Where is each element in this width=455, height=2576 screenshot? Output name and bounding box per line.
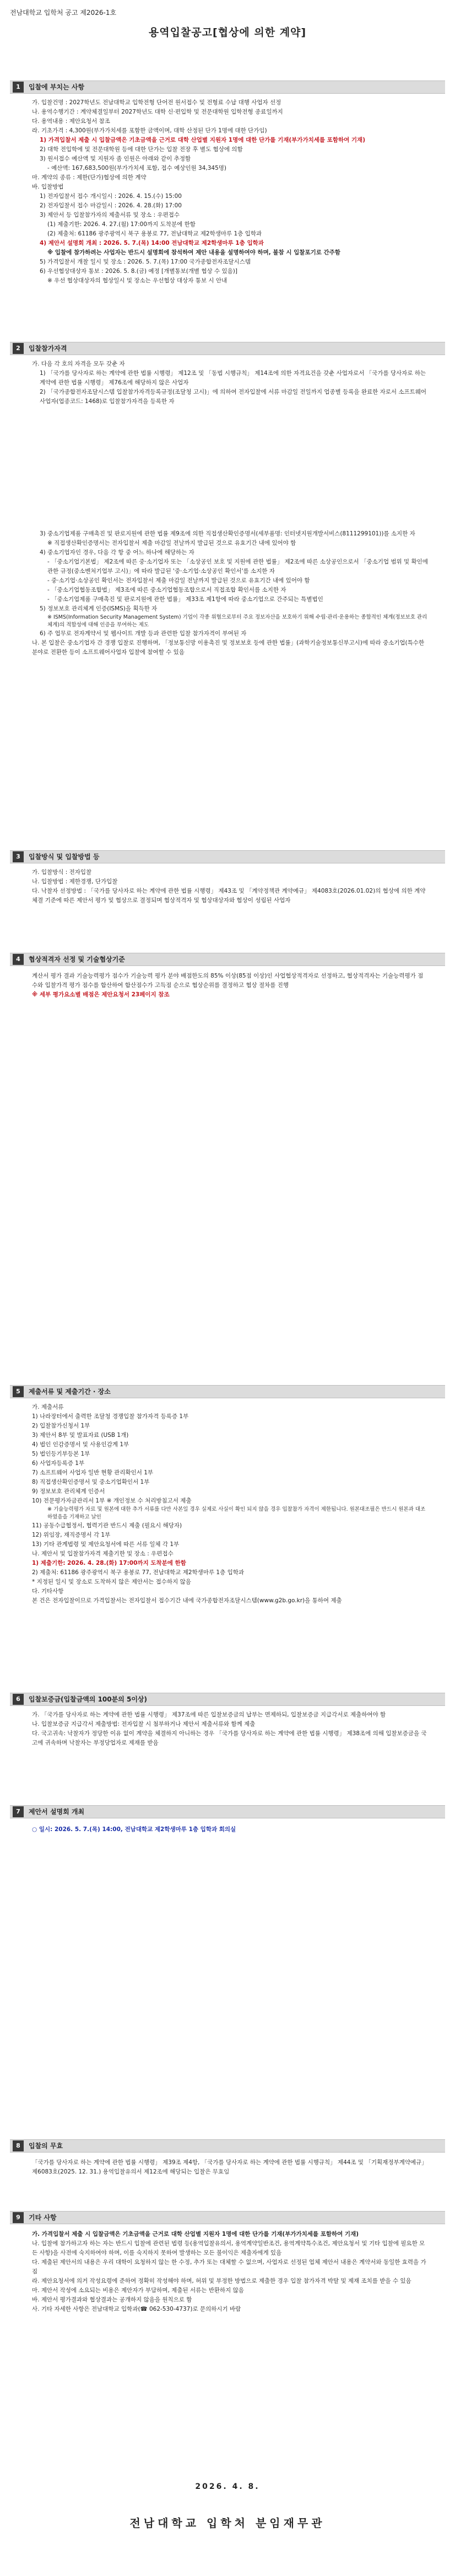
text-line: - 「중소기업협동조합법」 제3조에 따른 중소기업협동조합으로서 직접조합 확인서를 소지한 자 [47, 587, 286, 593]
notice-number: 전남대학교 입학처 공고 제2026-1호 [10, 9, 117, 17]
text-line: 1) 「국가를 당사자로 하는 계약에 관한 법률 시행령」 제12조 및 「동법 시행규칙」 제14조에 의한 자격요건을 갖춘 사업자로서 「국가를 당사자로 하는 계약에 관한 법률 시행령」 제76조에 해당하지 않은 사업자 [40, 370, 426, 386]
text-line: 1) 나라장터에서 출력한 조달청 경쟁입찰 참가자격 등록증 1부 [32, 1413, 189, 1420]
text-line: 11) 공동수급협정서, 협력기관 반드시 제출 (필요시 해당자) [32, 1522, 182, 1529]
section-header-6 [10, 1693, 445, 1706]
text-line: 10) 전문평가자금관리서 1부 ※ 개인정보 수 처리방침고서 제출 [32, 1498, 192, 1504]
section-2-body-a [32, 359, 429, 406]
section-header-4 [10, 953, 445, 966]
section-number: 7 [13, 1806, 24, 1817]
text-line: 다. 기타사항 [32, 1588, 64, 1595]
section-header-9 [10, 2211, 445, 2224]
text-line: * 지정된 일시 및 장소로 도착하지 않은 제안서는 접수하지 않음 [32, 1579, 191, 1585]
section-number: 5 [13, 1386, 24, 1397]
text-line: 2) 제출처: 61186 광주광역시 북구 용봉로 77, 전남대학교 제2학생마루 1층 입학과 [32, 1569, 245, 1576]
text-line: 마. 계약의 종류 : 제한(단가)협상에 의한 계약 [32, 174, 147, 181]
section-title: 입찰에 부치는 사항 [29, 83, 85, 91]
text-line: 5) 법인등기부등본 1부 [32, 1451, 90, 1457]
text-line: ※ 직접생산확인증명서는 전자입찰서 제출 마감일 전날까지 발급된 것으로 유효기간 내에 있어야 함 [47, 540, 296, 546]
text-line: 4) 중소기업자인 경우, 다음 각 항 중 어느 하나에 해당하는 자 [40, 549, 194, 556]
text-line: 가. 가격입찰서 제출 시 입찰금액은 기초금액을 근거로 대학 산업별 지원자 1명에 대한 단가를 기재(부가가치세를 포함하여 기재) [32, 2231, 359, 2237]
section-3-body [32, 868, 429, 905]
text-line: 바. 제안서 평가결과와 협상결과는 공개하지 않음을 원칙으로 함 [32, 2296, 192, 2303]
text-line: 계산서 평가 결과 기술능력평가 점수가 기술능력 평가 분야 배점한도의 85% 이상(85점 이상)인 사업협상적격자로 선정하고, 협상적격자는 기술능력평가 점수와 입찰가격 평가 점수를 합산하여 합산점수가 고득점 순으로 협상순위를 결정하고 협상 절차를 진행 [32, 973, 424, 989]
section-header-2 [10, 342, 445, 355]
text-line: 5) 가격입찰서 개찰 일시 및 장소 : 2026. 5. 7.(목) 17:00 국가종합전자조달시스템 [40, 259, 251, 265]
text-line: 본 건은 전자입찰이므로 가격입찰서는 전자입찰서 접수기간 내에 국가종합전자조달시스템(www.g2b.go.kr)을 통하여 제출 [32, 1597, 342, 1604]
text-line: 6) 주 업무로 전자계약서 및 웹사이트 개발 등과 관련한 입찰 참가자격이 부여된 자 [40, 630, 247, 637]
page-title: 용역입찰공고[협상에 의한 계약] [148, 26, 307, 39]
text-line: (1) 제출기한: 2026. 4. 27.(월) 17:00까지 도착분에 한함 [47, 221, 196, 228]
text-line: ※ 세부 평가요소별 배점은 제안요청서 23페이지 참조 [32, 991, 170, 998]
text-line: - 「중소기업기본법」 제2조에 따른 중·소기업자 또는 「소상공인 보호 및 지원에 관한 법률」 제2조에 따른 소상공인으로서 「중소기업 범위 및 확인에 관한 규정(중소벤처기업부 고시)」에 따라 발급된 '중·소기업·소상공인 확인서'를 소지한 자 [47, 559, 428, 575]
text-line: ※ 기술능력평가 자료 및 원본에 대한 추가 서류를 다만 사본일 경우 실제로 사실이 확인 되지 않을 경우 입찰참가 자격이 제한됩니다. 원본대조필은 반드시 원본과 대조하였음을 기재하고 날인 [47, 1506, 426, 1520]
section-number: 8 [13, 2140, 24, 2151]
text-line: 6) 우선협상대상자 통보 : 2026. 5. 8.(금) 예정 [개별통보(개별 협상 수 있음)] [40, 268, 237, 275]
text-line: 6) 사업자등록증 1부 [32, 1460, 85, 1467]
section-title: 입찰의 무효 [29, 2142, 63, 2150]
text-line: 12) 위임장, 재직증명서 각 1부 [32, 1532, 111, 1538]
text-line: 2) 전자입찰서 접수 마감일시 : 2026. 4. 28.(화) 17:00 [40, 202, 182, 209]
text-line: 나. 제안서 및 입찰참가자격 제출기한 및 장소 : 우편접수 [32, 1550, 174, 1557]
text-line: 2) 대학 전입학에 및 전문대학원 등에 대한 단가는 입찰 전장 후 별도 협상에 의함 [40, 146, 243, 153]
section-header-5 [10, 1385, 445, 1398]
text-line: 사. 기타 자세한 사항은 전남대학교 입학과(☎ 062-530-4737)로 문의하시기 바람 [32, 2306, 241, 2312]
text-line: 2) 입찰참가신청서 1부 [32, 1423, 90, 1429]
section-9-body [32, 2230, 429, 2314]
section-header-3 [10, 850, 445, 863]
text-line: 4) 제안서 설명회 개최 : 2026. 5. 7.(목) 14:00 전남대학교 제2학생마루 1층 입학과 [40, 240, 264, 246]
text-line: 라. 기초가격 : 4,300원(부가가치세를 포함한 금액이며, 대학 산정된 단가 1명에 대한 단가임) [32, 127, 267, 134]
text-line: ※ 입찰에 참가하려는 사업자는 반드시 설명회에 참석하여 제안 내용을 설명하여야 하며, 불참 시 입찰포기로 간주함 [47, 249, 340, 256]
text-line: 9) 정보보호 관리체계 인증서 [32, 1488, 105, 1495]
text-line: 13) 기타 관계법령 및 제안요청서에 따른 서류 일체 각 1부 [32, 1541, 180, 1548]
section-number: 3 [13, 851, 24, 862]
text-line: 3) 중소기업제품 구매촉진 및 판로지원에 관한 법률 제9조에 의한 직접생산확인증명서(세부품명: 인터넷지원개발서비스(8111299101))를 소지한 자 [40, 530, 415, 537]
text-line: 나. 본 입찰은 중소기업자 간 경쟁 입찰로 진행하며, 「정보통신망 이용촉진 및 정보보호 등에 관한 법률」(과학기술정보통신부고시)에 따라 중소기업(특수한 분야로 전환한 등이 소프트웨어사업자 입찰에 참여할 수 있음 [32, 640, 425, 656]
text-line: 4) 법인 인감증명서 및 사용인감계 1부 [32, 1441, 129, 1448]
section-number: 4 [13, 954, 24, 965]
text-line: ※ ISMS(Information Security Management System) 기업이 각종 위협으로부터 주요 정보자산을 보호하기 위해 수립·관리·운용하는 종합적인 체계(정보보호 관리체계)의 적합성에 대해 인증을 부여하는 제도 [47, 614, 427, 628]
text-line: 나. 입찰보증금 지급각서 제출방법: 전자입찰 시 첨부하거나 제안서 제출서류와 함께 제출 [32, 1721, 256, 1727]
section-title: 입찰참가자격 [29, 345, 67, 352]
section-title: 입찰방식 및 입찰방법 등 [29, 853, 100, 861]
text-line: ○ 일시: 2026. 5. 7.(목) 14:00, 전남대학교 제2학생마루 1층 입학과 회의실 [32, 1826, 236, 1833]
text-line: 2) 「국가종합전자조달시스템 입찰참가자격등록규정(조달청 고시)」에 의하여 전자입찰에 서류 마감일 전일까지 업종별 등록을 완료한 자로서 소프트웨어사업자(업종코드: 1468)로 입찰참가자격을 등록한 자 [40, 389, 427, 405]
text-line: - 예산액: 167,683,500원(부가가치세 포함, 접수 예상인원 34,345명) [47, 165, 226, 171]
text-line: (2) 제출처: 61186 광주광역시 북구 용봉로 77, 전남대학교 제2학생마루 1층 입학과 [47, 230, 262, 237]
section-1-body [32, 98, 429, 286]
text-line: 1) 제출기한: 2026. 4. 28.(화) 17:00까지 도착분에 한함 [32, 1560, 186, 1566]
text-line: 다. 낙찰자 선정방법 : 「국가를 당사자로 하는 계약에 관한 법률 시행령」 제43조 및 「계약정책관 계약예규」 제4083호(2026.01.02)의 협상에 의한 계약체결 기준에 따른 제안서 평가 및 협상으로 결정되며 협상적격자 및 협상대상자와 협상이 성립된 사업자 [32, 888, 426, 904]
text-line: 바. 입찰방법 [32, 184, 64, 190]
text-line: 나. 입찰방법 : 제한경쟁, 단가입찰 [32, 878, 118, 885]
section-title: 제출서류 및 제출기간 · 장소 [29, 1388, 111, 1396]
section-title: 입찰보증금(입찰금액의 100분의 5이상) [29, 1695, 148, 1703]
text-line: 라. 제안요청서에 의거 작성요령에 준하여 정확히 작성해야 하며, 허위 및 부정한 방법으로 제출한 경우 입찰 참가자격 박탈 및 제재 조치를 받을 수 있음 [32, 2278, 411, 2284]
section-number: 9 [13, 2212, 24, 2223]
text-line: 5) 정보보호 관리체계 인증(ISMS)을 획득한 자 [40, 605, 158, 612]
text-line: 1) 전자입찰서 접수 개시일시 : 2026. 4. 15.(수) 15:00 [40, 193, 182, 200]
text-line: ※ 우선 협상대상자의 협상일시 및 장소는 우선협상 대상자 통보 시 안내 [47, 277, 228, 284]
section-number: 1 [13, 82, 24, 93]
section-5-body [32, 1403, 429, 1606]
text-line: 가. 입찰방식 : 전자입찰 [32, 869, 92, 876]
section-title: 협상적격자 선정 및 기술협상기준 [29, 956, 125, 963]
section-2-body-b [32, 529, 429, 657]
section-title: 제안서 설명회 개최 [29, 1808, 85, 1816]
text-line: 3) 원서접수 예산액 및 지원자 좀 인원은 아래와 같이 추정함 [40, 155, 191, 162]
section-header-8 [10, 2139, 445, 2153]
section-number: 2 [13, 343, 24, 354]
text-line: 가. 제출서류 [32, 1404, 64, 1410]
section-4-body [32, 972, 429, 1000]
section-6-body [32, 1710, 429, 1748]
text-line: 「국가를 당사자로 하는 계약에 관한 법률 시행령」 제39조 제4항, 「국가를 당사자로 하는 계약에 관한 법률 시행규칙」 제44조 및 「기획재정부계약예규」 제6083호(2025. 12. 31.) 용역입찰유의서 제12조에 해당되는 입찰은 무효임 [32, 2159, 427, 2175]
text-line: 마. 제안서 작성에 소요되는 비용은 제안자가 부담하며, 제출된 서류는 반환하지 않음 [32, 2287, 244, 2294]
notice-date: 2026. 4. 8. [195, 2482, 260, 2491]
section-number: 6 [13, 1694, 24, 1705]
text-line: 나. 용역수행기간 : 계약체결일부터 2027학년도 대학 신·편입학 및 전문대학원 입학전형 종료일까지 [32, 109, 283, 115]
text-line: 가. 다음 각 호의 자격을 모두 갖춘 자 [32, 361, 125, 367]
text-line: - 중·소기업·소상공인 확인서는 전자입찰서 제출 마감일 전날까지 발급된 것으로 유효기간 내에 있어야 함 [47, 577, 310, 584]
section-8-body [32, 2158, 429, 2177]
text-line: 가. 입찰건명 : 2027학년도 전남대학교 입학전형 단어전 원서접수 및 전형료 수납 대행 사업자 선정 [32, 99, 281, 106]
text-line: 7) 소프트웨어 사업자 일반 현황 관리확인서 1부 [32, 1469, 154, 1476]
text-line: 가. 「국가를 당사자로 하는 계약에 관한 법률 시행령」 제37조에 따른 입찰보증금의 납부는 면제하되, 입찰보증금 지급각서로 제출하여야 함 [32, 1711, 386, 1718]
section-7-body [32, 1825, 429, 1834]
text-line: 3) 제안서 등 입찰참가자의 제출서류 및 장소 : 우편접수 [40, 212, 180, 218]
section-header-1 [10, 80, 445, 94]
text-line: 1) 가격입찰서 제출 시 입찰금액은 기초금액을 근거로 대학 산업별 지원자 1명에 대한 단가를 기재(부가가치세를 포함하여 기재) [40, 137, 365, 143]
section-header-7 [10, 1805, 445, 1818]
text-line: 8) 직접생산확인증명서 및 중소기업확인서 1부 [32, 1479, 150, 1485]
text-line: 다. 국고귀속: 낙찰자가 정당한 이유 없이 계약을 체결하지 아니하는 경우 「국가를 당사자로 하는 계약에 관한 법률 시행령」 제38조에 의해 입찰보증금을 국고에 귀속하며 낙찰자는 부정당업자로 제재를 받음 [32, 1730, 427, 1746]
issuing-organization: 전남대학교 입학처 분임재무관 [129, 2516, 326, 2530]
text-line: 다. 제출된 제안서의 내용은 우리 대학이 요청하지 않는 한 수정, 추가 또는 대체할 수 없으며, 사업자로 선정된 업체 제안서 내용은 계약서와 동일한 효력을 가짐 [32, 2259, 426, 2275]
text-line: 3) 제안서 8부 및 발표자료 (USB 1개) [32, 1432, 129, 1439]
text-line: - 「중소기업제품 구매촉진 및 판로지원에 관한 법률」 제33조 제1항에 따라 중소기업으로 간주되는 특별법인 [47, 596, 323, 603]
text-line: 나. 입찰에 참가하고자 하는 자는 반드시 입찰에 관련된 법령 등(용역입찰유의서, 용역계약일반조건, 용역계약특수조건, 제안요청서 및 기타 입찰에 필요한 모든 사항)을 사전에 숙지하여야 하며, 이를 숙지하지 못하여 발생하는 모든 불이익은 제출자에게 있음 [32, 2240, 425, 2256]
text-line: 다. 용역내용 : 제안요청서 참조 [32, 118, 110, 125]
section-title: 기타 사항 [29, 2214, 57, 2221]
